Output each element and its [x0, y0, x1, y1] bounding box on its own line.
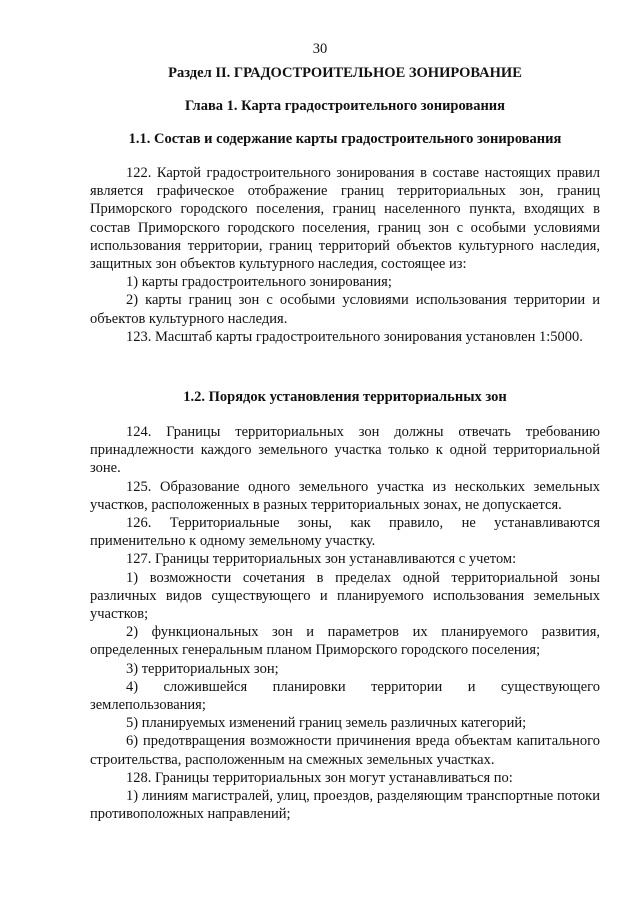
paragraph-122: 122. Картой градостроительного зонирования в составе настоящих правил является графическое отображение границ территориальных зон, границ Приморского городского поселения, границ населенного пункта, входящих в состав Приморского городского поселения, границ зон с особыми условиями использования территории, границ территорий объектов культурного наследия, защитных зон объектов культурного наследия, состоящее из:	[90, 165, 600, 273]
list-item-127-4: 4) сложившейся планировки территории и существующего землепользования;	[90, 678, 600, 714]
paragraph-128: 128. Границы территориальных зон могут устанавливаться по:	[126, 769, 513, 786]
list-item-127-1: 1) возможности сочетания в пределах одной территориальной зоны различных видов существующего и планируемого использования земельных участков;	[90, 569, 600, 623]
list-item-127-5: 5) планируемых изменений границ земель различных категорий;	[126, 715, 527, 732]
subsection-1-1-body	[90, 164, 600, 346]
list-item-2: 2) карты границ зон с особыми условиями использования территории и объектов культурного наследия.	[90, 292, 600, 327]
list-item-128-1: 1) линиям магистралей, улиц, проездов, разделяющим транспортные потоки противоположных направлений;	[90, 788, 600, 823]
list-item-127-6: 6) предотвращения возможности причинения вреда объектам капитального строительства, расположенным на смежных земельных участках.	[90, 733, 600, 768]
subsection-title-1-2: 1.2. Порядок установления территориальных зон	[183, 389, 507, 405]
subsection-1-2-body	[90, 423, 600, 823]
list-item-127-3: 3) территориальных зон;	[126, 660, 279, 677]
paragraph-125: 125. Образование одного земельного участка из нескольких земельных участков, расположенных в разных территориальных зонах, не допускается.	[90, 478, 600, 513]
section-title: Раздел II. ГРАДОСТРОИТЕЛЬНОЕ ЗОНИРОВАНИЕ	[168, 65, 522, 81]
list-item-127-2: 2) функциональных зон и параметров их планируемого развития, определенных генеральным планом Приморского городского поселения;	[90, 624, 600, 659]
paragraph-123: 123. Масштаб карты градостроительного зонирования установлен 1:5000.	[126, 328, 583, 345]
list-item-1: 1) карты градостроительного зонирования;	[126, 274, 392, 291]
page-number: 30	[312, 41, 328, 57]
paragraph-127: 127. Границы территориальных зон устанавливаются с учетом:	[126, 551, 517, 568]
subsection-title-1-1: 1.1. Состав и содержание карты градостроительного зонирования	[128, 131, 562, 147]
paragraph-124: 124. Границы территориальных зон должны отвечать требованию принадлежности каждого земельного участка только к одной территориальной зоне.	[90, 424, 600, 477]
paragraph-126: 126. Территориальные зоны, как правило, не устанавливаются применительно к одному земельному участку.	[90, 515, 600, 550]
chapter-title: Глава 1. Карта градостроительного зонирования	[184, 98, 506, 114]
